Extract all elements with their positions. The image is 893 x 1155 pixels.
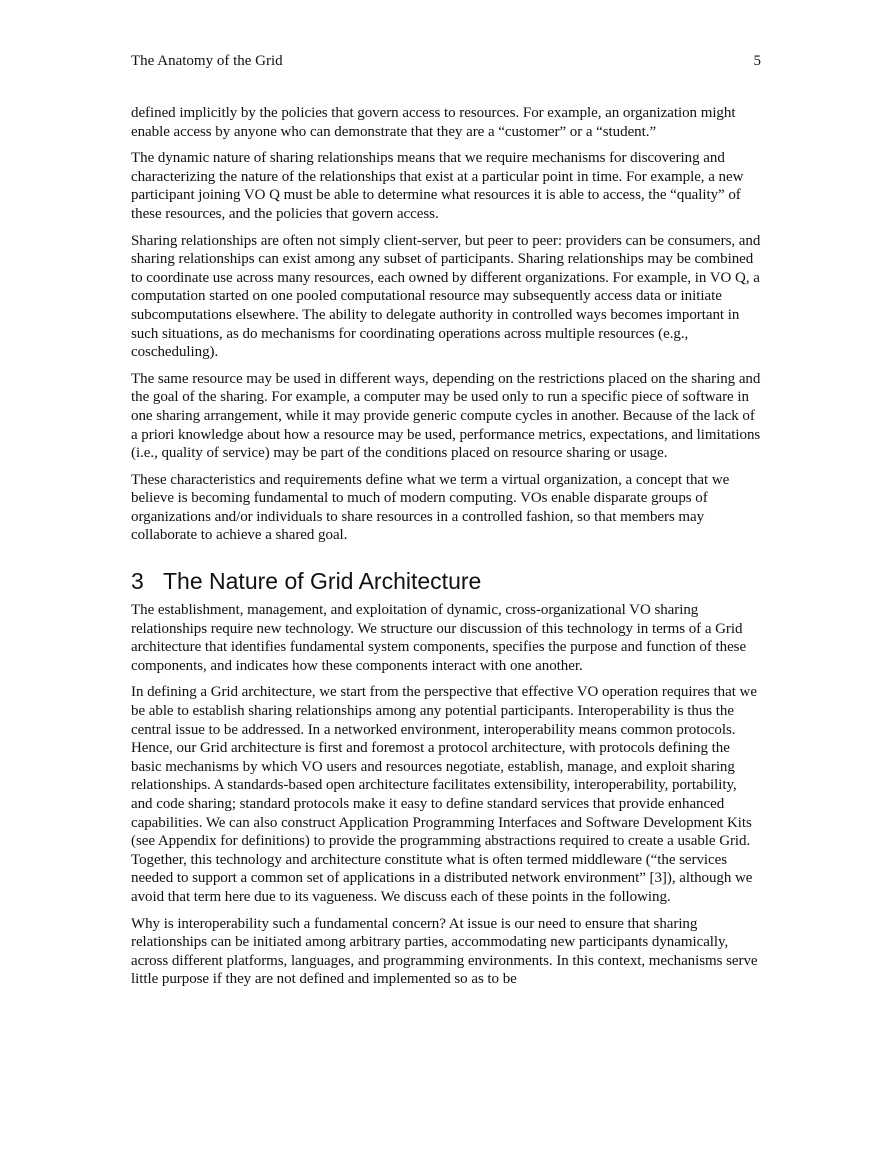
- page-number: 5: [753, 53, 761, 69]
- paragraph: defined implicitly by the policies that govern access to resources. For example, an organization might enable access by anyone who can demonstrate that they are a “customer” or a “student.”: [131, 105, 736, 140]
- paragraph: The establishment, management, and exploitation of dynamic, cross-organizational VO sharing relationships require new technology. We structure our discussion of this technology in terms of a Grid architecture that identifies fundamental system components, specifies the purpose and function of these components, and indicates how these components interact with one another.: [131, 602, 747, 674]
- paragraph: Sharing relationships are often not simply client-server, but peer to peer: providers can be consumers, and sharing relationships can exist among any subset of participants. Sharing relationships may be combined to coordinate use across many resources, each owned by different organizations. For example, in VO Q, a computation started on one pooled computational resource may subsequently access data or initiate subcomputations elsewhere. The ability to delegate authority in controlled ways becomes important in such situations, as do mechanisms for coordinating operations across multiple resources (e.g., coscheduling).: [131, 232, 761, 361]
- section-title: The Nature of Grid Architecture: [163, 568, 482, 595]
- paragraph: Why is interoperability such a fundamental concern? At issue is our need to ensure that sharing relationships can be initiated among arbitrary parties, accommodating new participants dynamically, across different platforms, languages, and programming environments. In this context, mechanisms serve little purpose if they are not defined and implemented so as to be: [131, 915, 758, 988]
- paragraph: These characteristics and requirements define what we term a virtual organization, a concept that we believe is becoming fundamental to much of modern computing. VOs enable disparate groups of organizations and/or individuals to share resources in a controlled fashion, so that members may collaborate to achieve a shared goal.: [131, 471, 730, 544]
- paragraph: The same resource may be used in different ways, depending on the restrictions placed on the sharing and the goal of the sharing. For example, a computer may be used only to run a specific piece of software in one sharing arrangement, while it may provide generic compute cycles in another. Because of the lack of a priori knowledge about how a resource may be used, performance metrics, expectations, and limitations (i.e., quality of service) may be part of the conditions placed on resource sharing or usage.: [131, 370, 761, 462]
- section-number: 3: [131, 568, 144, 595]
- body-text: [131, 104, 761, 997]
- paragraph: The dynamic nature of sharing relationships means that we require mechanisms for discovering and characterizing the nature of the relationships that exist at a particular point in time. For example, a new participant joining VO Q must be able to determine what resources it is able to access, the “quality” of these resources, and the policies that govern access.: [131, 150, 744, 222]
- section-heading: [131, 567, 761, 595]
- running-title: The Anatomy of the Grid: [131, 53, 283, 69]
- paragraph: In defining a Grid architecture, we start from the perspective that effective VO operation requires that we be able to establish sharing relationships among any potential participants. Interoperability is thus the central issue to be addressed. In a networked environment, interoperability means common protocols. Hence, our Grid architecture is first and foremost a protocol architecture, with protocols defining the basic mechanisms by which VO users and resources negotiate, establish, manage, and exploit sharing relationships. A standards-based open architecture facilitates extensibility, interoperability, portability, and code sharing; standard protocols make it easy to define standard services that provide enhanced capabilities. We can also construct Application Programming Interfaces and Software Development Kits (see Appendix for definitions) to provide the programming abstractions required to create a usable Grid. Together, this technology and architecture constitute what is often termed middleware (“the services needed to support a common set of applications in a distributed network environment” [3]), although we avoid that term here due to its vagueness. We discuss each of these points in the following.: [131, 684, 757, 905]
